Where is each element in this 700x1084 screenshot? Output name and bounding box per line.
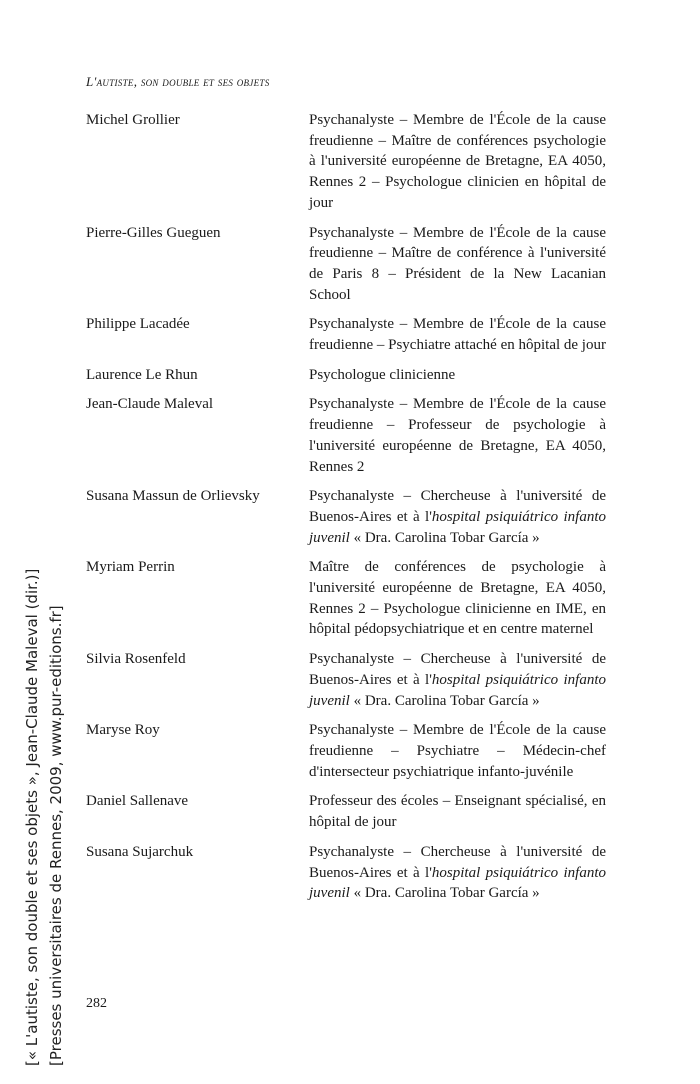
citation-sidebar <box>20 569 68 1066</box>
description-italic: hospital psiquiátrico infanto juvenil <box>309 508 606 546</box>
description-italic: hospital psiquiátrico infanto juvenil <box>309 671 606 709</box>
contributor-description: Psychanalyste – Membre de l'École de la cause freudienne – Maître de conférence à l'université de Paris 8 – Président de la New Lacanian School <box>309 224 606 303</box>
contributor-description <box>309 842 606 904</box>
description-text: Psychanalyste – Chercheuse à l'université de Buenos-Aires et à l' <box>309 843 606 881</box>
contributor-description: Professeur des écoles – Enseignant spécialisé, en hôpital de jour <box>309 793 606 831</box>
contributor-name: Pierre-Gilles Gueguen <box>86 224 221 241</box>
description-text: « Dra. Carolina Tobar García » <box>349 885 540 902</box>
contributor-row <box>86 394 606 477</box>
description-text: Psychanalyste – Chercheuse à l'université de Buenos-Aires et à l' <box>309 651 606 688</box>
contributor-row <box>86 314 606 355</box>
contributor-description: Psychanalyste – Membre de l'École de la cause freudienne – Psychiatre – Médecin-chef d'intersecteur psychiatrique infanto-juvénile <box>309 722 606 780</box>
contributor-row <box>86 486 606 548</box>
running-head: L'autiste, son double et ses objets <box>86 74 270 89</box>
contributor-name: Silvia Rosenfeld <box>86 651 186 668</box>
contributor-row <box>86 557 606 640</box>
contributor-name: Susana Sujarchuk <box>86 843 194 860</box>
contributor-row <box>86 223 606 306</box>
contributor-name: Philippe Lacadée <box>86 316 190 333</box>
contributor-name: Daniel Sallenave <box>86 793 189 810</box>
contributors-list <box>86 110 606 913</box>
contributor-row <box>86 649 606 711</box>
contributor-name: Susana Massun de Orlievsky <box>86 488 260 505</box>
contributor-row <box>86 720 606 782</box>
description-italic: hospital psiquiátrico infanto juvenil <box>309 864 606 902</box>
contributor-name: Jean-Claude Maleval <box>86 396 214 413</box>
contributor-description <box>309 649 606 711</box>
contributor-row <box>86 365 606 386</box>
contributor-description: Maître de conférences de psychologie à l'université européenne de Bretagne, EA 4050, Rennes 2 – Psychologue clinicienne en IME, en hôpital pédopsychiatrique et en centre maternel <box>309 559 606 638</box>
contributor-description: Psychanalyste – Membre de l'École de la cause freudienne – Psychiatre attaché en hôpital de jour <box>309 316 606 354</box>
contributor-name: Maryse Roy <box>86 722 160 739</box>
contributor-row <box>86 110 606 214</box>
contributor-description: Psychanalyste – Membre de l'École de la cause freudienne – Maître de conférences psychologie à l'université européenne de Bretagne, EA 4050, Rennes 2 – Psychologue clinicien en hôpital de jour <box>309 112 606 211</box>
contributor-row <box>86 791 606 832</box>
contributor-row <box>86 842 606 904</box>
contributor-description <box>309 486 606 548</box>
citation-line-2: [Presses universitaires de Rennes, 2009, www.pur-editions.fr] <box>47 605 65 1066</box>
description-text: « Dra. Carolina Tobar García » <box>349 692 540 709</box>
contributor-description: Psychanalyste – Membre de l'École de la cause freudienne – Professeur de psychologie à l'université européenne de Bretagne, EA 4050, Rennes 2 <box>309 396 606 475</box>
description-text: « Dra. Carolina Tobar García » <box>349 529 540 546</box>
page-number: 282 <box>86 996 107 1011</box>
description-text: Psychanalyste – Chercheuse à l'université de Buenos-Aires et à l' <box>309 488 606 525</box>
contributor-description: Psychologue clinicienne <box>309 366 456 383</box>
citation-line-1: [« L'autiste, son double et ses objets », Jean-Claude Maleval (dir.)] <box>23 568 41 1066</box>
contributor-name: Michel Grollier <box>86 112 180 128</box>
contributor-name: Laurence Le Rhun <box>86 366 198 383</box>
contributor-name: Myriam Perrin <box>86 559 175 576</box>
